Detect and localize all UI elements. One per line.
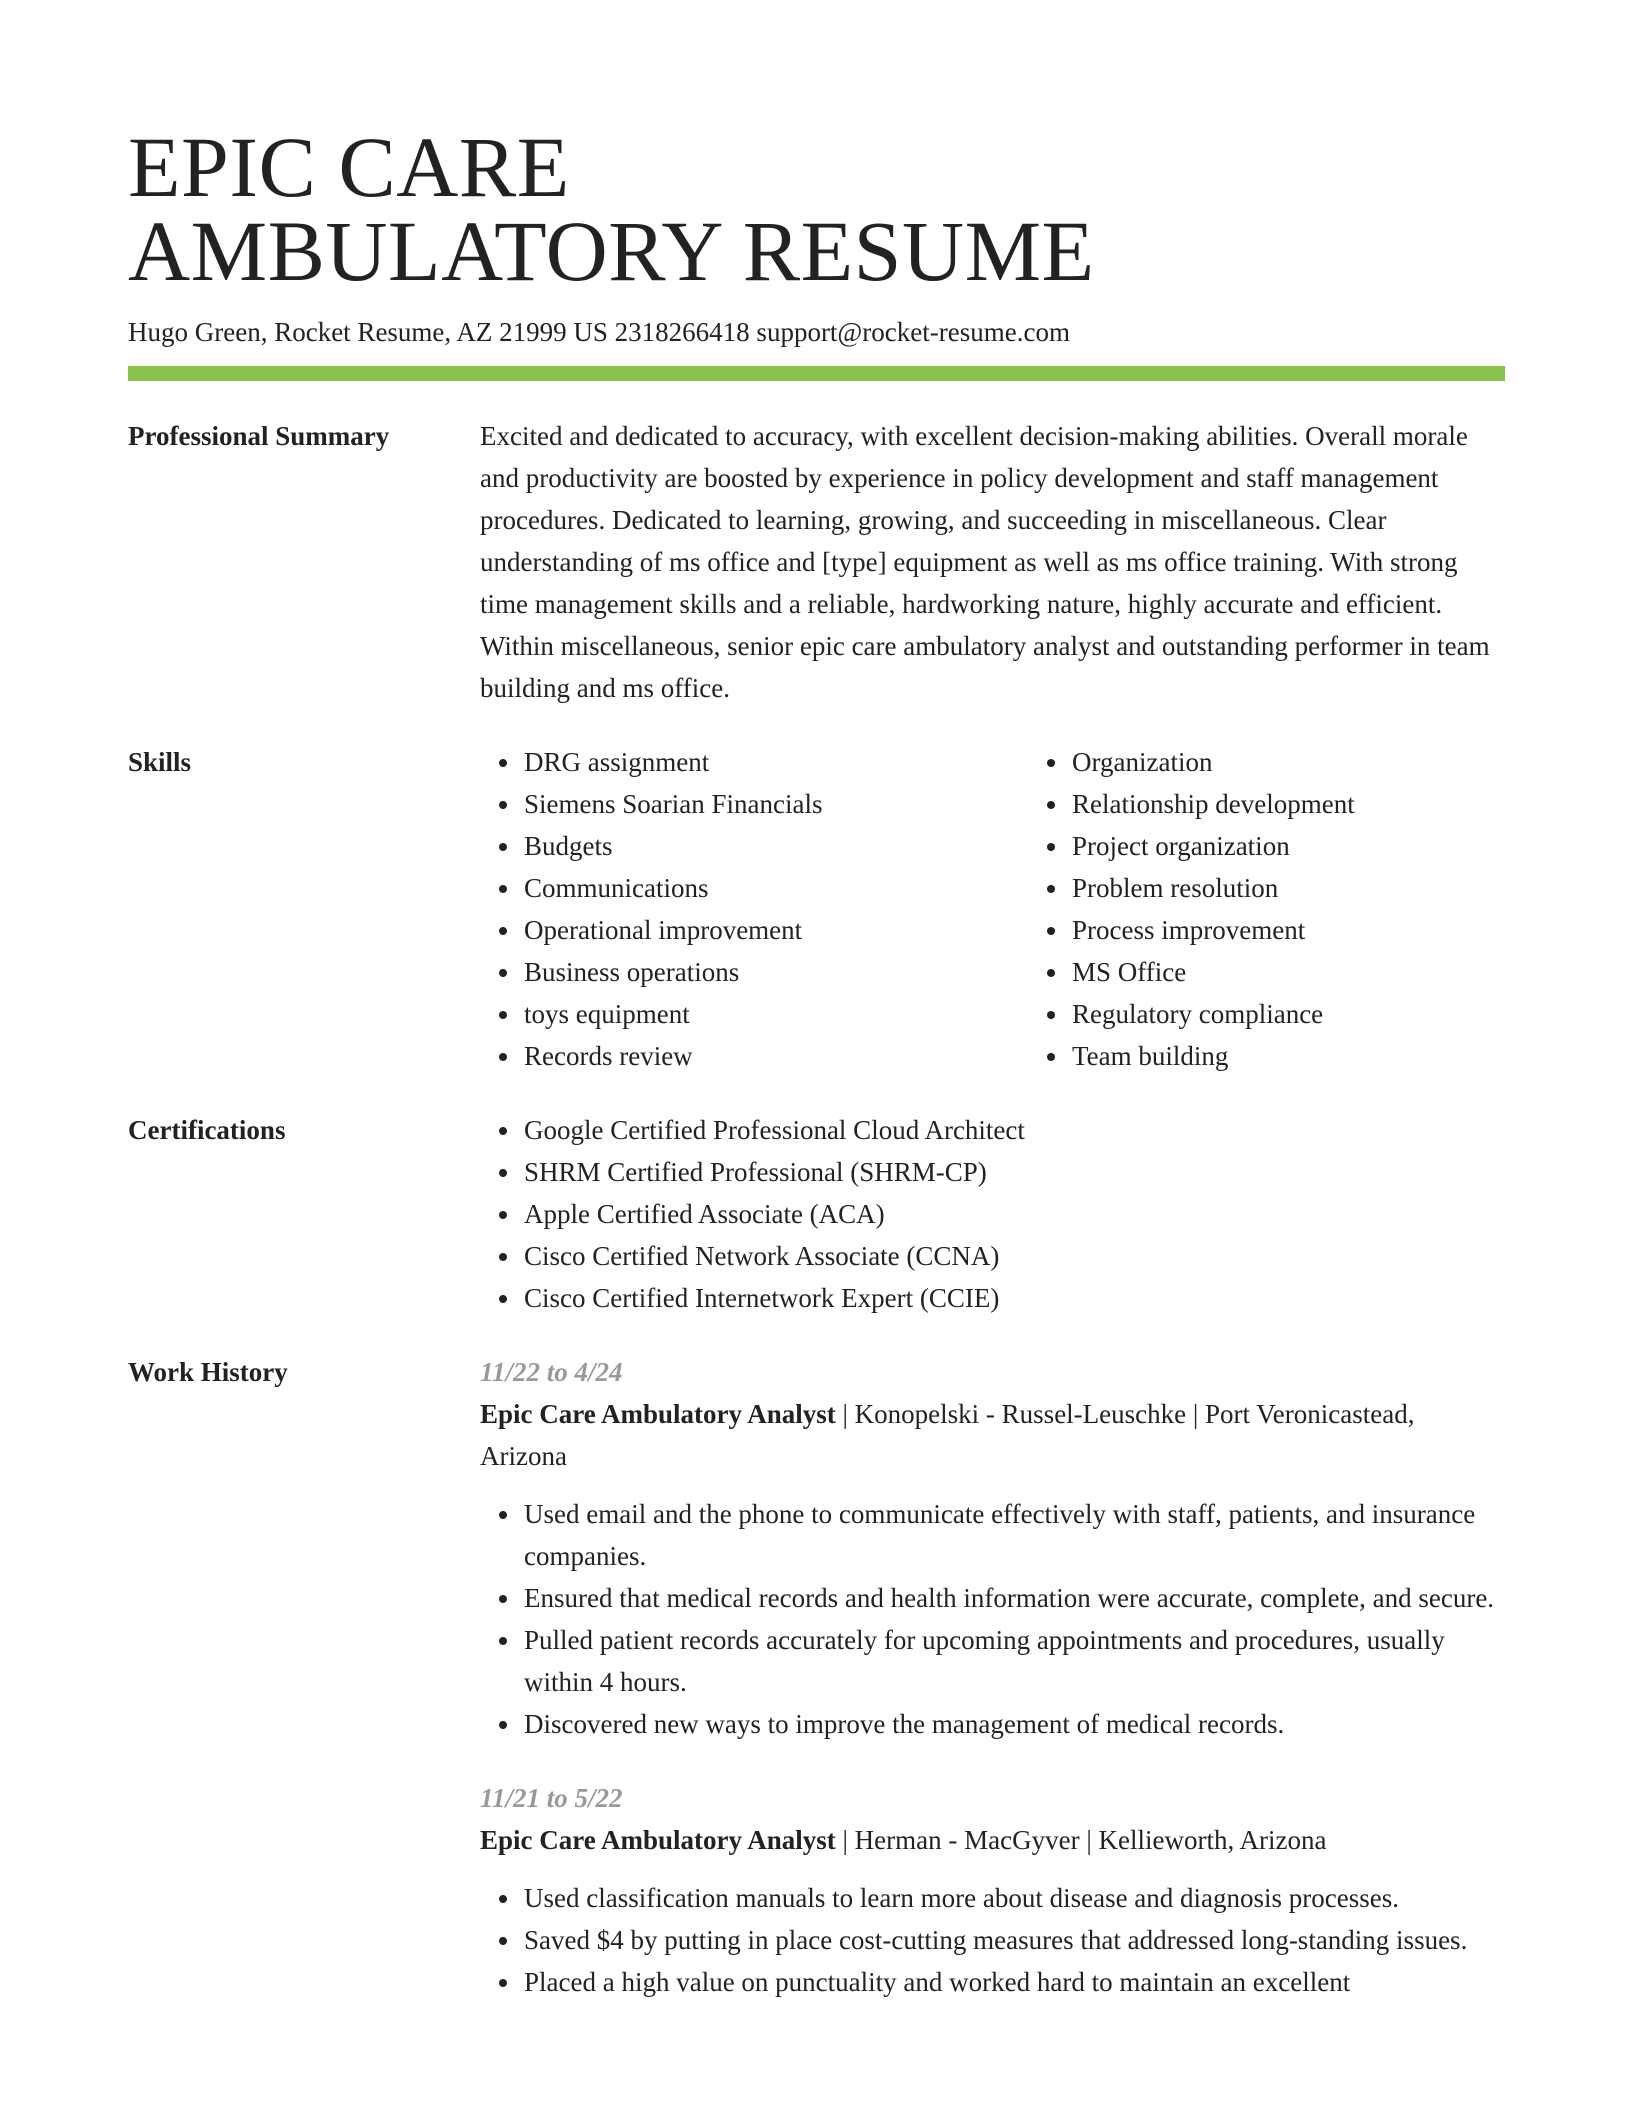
resume-title-line1: EPIC CARE xyxy=(128,119,570,215)
job-bullet-list xyxy=(480,1493,1505,1745)
skills-list-left xyxy=(480,741,1028,1077)
job-bullet: Saved $4 by putting in place cost-cutting measures that addressed long-standing issues. xyxy=(524,1919,1505,1961)
skills-section xyxy=(128,741,1505,1077)
job-bullet: Ensured that medical records and health information were accurate, complete, and secure. xyxy=(524,1577,1505,1619)
resume-page xyxy=(128,0,1505,2003)
job-details: | Herman - MacGyver | Kellieworth, Arizona xyxy=(835,1825,1327,1855)
header-divider xyxy=(128,366,1505,381)
skill-item: Problem resolution xyxy=(1072,867,1576,909)
skills-list-right xyxy=(1028,741,1576,1077)
job-heading xyxy=(480,1819,1505,1861)
certification-item: Apple Certified Associate (ACA) xyxy=(524,1193,1505,1235)
skills-label: Skills xyxy=(128,747,192,777)
job-bullet: Used classification manuals to learn more about disease and diagnosis processes. xyxy=(524,1877,1505,1919)
work-history-section xyxy=(128,1351,1505,2003)
skill-item: Regulatory compliance xyxy=(1072,993,1576,1035)
summary-label: Professional Summary xyxy=(128,421,390,451)
job-bullet-list xyxy=(480,1877,1505,2003)
skill-item: DRG assignment xyxy=(524,741,1028,783)
job-heading xyxy=(480,1393,1505,1477)
skill-item: Relationship development xyxy=(1072,783,1576,825)
job-bullet: Discovered new ways to improve the management of medical records. xyxy=(524,1703,1505,1745)
skill-item: toys equipment xyxy=(524,993,1028,1035)
job-entry xyxy=(480,1777,1505,2003)
job-dates: 11/21 to 5/22 xyxy=(480,1783,623,1813)
certifications-list xyxy=(480,1109,1505,1319)
certifications-body xyxy=(480,1109,1505,1319)
skill-item: Records review xyxy=(524,1035,1028,1077)
job-bullet: Used email and the phone to communicate effectively with staff, patients, and insurance companies. xyxy=(524,1493,1505,1577)
certifications-label: Certifications xyxy=(128,1115,286,1145)
job-bullet: Placed a high value on punctuality and worked hard to maintain an excellent xyxy=(524,1961,1505,2003)
certifications-section xyxy=(128,1109,1505,1319)
skill-item: Communications xyxy=(524,867,1028,909)
certification-item: Cisco Certified Internetwork Expert (CCIE) xyxy=(524,1277,1505,1319)
skill-item: Project organization xyxy=(1072,825,1576,867)
skill-item: Process improvement xyxy=(1072,909,1576,951)
skill-item: MS Office xyxy=(1072,951,1576,993)
certification-item: Cisco Certified Network Associate (CCNA) xyxy=(524,1235,1505,1277)
resume-title xyxy=(128,119,1505,299)
job-title: Epic Care Ambulatory Analyst xyxy=(480,1399,836,1429)
contact-line: Hugo Green, Rocket Resume, AZ 21999 US 2318266418 support@rocket-resume.com xyxy=(128,317,1070,347)
certification-item: SHRM Certified Professional (SHRM-CP) xyxy=(524,1151,1505,1193)
job-title: Epic Care Ambulatory Analyst xyxy=(480,1825,836,1855)
summary-body xyxy=(480,415,1505,709)
work-history-body xyxy=(480,1351,1505,2003)
skill-item: Team building xyxy=(1072,1035,1576,1077)
summary-section xyxy=(128,415,1505,709)
certification-item: Google Certified Professional Cloud Architect xyxy=(524,1109,1505,1151)
summary-text: Excited and dedicated to accuracy, with excellent decision-making abilities. Overall morale and productivity are boosted by experience in policy development and staff management procedures. Dedicated to learning, growing, and succeeding in miscellaneous. Clear understanding of ms office and [type] equipment as well as ms office training. With strong time management skills and a reliable, hardworking nature, highly accurate and efficient. Within miscellaneous, senior epic care ambulatory analyst and outstanding performer in team building and ms office. xyxy=(480,421,1490,703)
skill-item: Operational improvement xyxy=(524,909,1028,951)
job-entry xyxy=(480,1351,1505,1745)
job-dates: 11/22 to 4/24 xyxy=(480,1357,623,1387)
skill-item: Budgets xyxy=(524,825,1028,867)
skill-item: Business operations xyxy=(524,951,1028,993)
job-details: | Konopelski - Russel-Leuschke | Port Veronicastead, Arizona xyxy=(480,1399,1415,1471)
skill-item: Siemens Soarian Financials xyxy=(524,783,1028,825)
work-history-label: Work History xyxy=(128,1357,288,1387)
resume-title-line2: AMBULATORY RESUME xyxy=(128,203,1095,299)
skill-item: Organization xyxy=(1072,741,1576,783)
skills-body xyxy=(480,741,1576,1077)
job-bullet: Pulled patient records accurately for upcoming appointments and procedures, usually within 4 hours. xyxy=(524,1619,1505,1703)
